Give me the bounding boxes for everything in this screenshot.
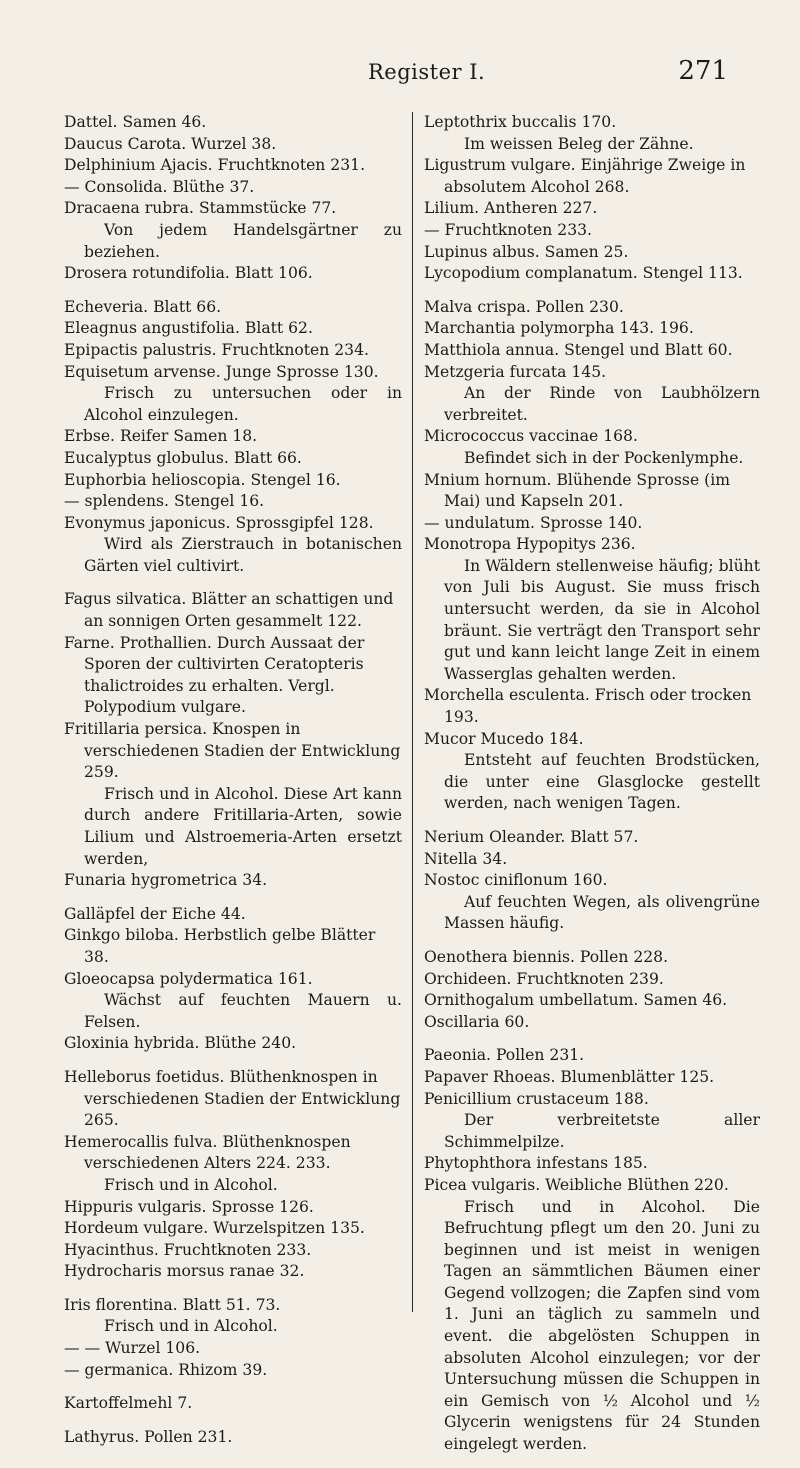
index-entry: Eucalyptus globulus. Blatt 66. (64, 448, 302, 467)
index-entry: Lilium. Antheren 227. (424, 199, 598, 218)
index-entry: Fagus silvatica. Blätter an schattigen und an sonnigen Orten gesammelt 122. (64, 590, 394, 631)
index-entry: Mnium hornum. Blühende Sprosse (im Mai) und Kapseln 201. (424, 470, 730, 511)
index-entry: Hippuris vulgaris. Sprosse 126. (64, 1197, 314, 1216)
index-group (64, 589, 402, 891)
index-note: Frisch und in Alcohol. Die Befruchtung pflegt um den 20. Juni zu beginnen und ist meist in wenigen Tagen an sämmtlichen Bäumen einer Gegend vollzogen; die Zapfen sind vom 1. Juni an täglich zu sammeln und event. die abgelösten Schuppen in absoluten Alcohol einzulegen; vor der Untersuchung müssen die Schuppen in ein Gemisch von ½ Alcohol und ½ Glycerin wenigstens für 24 Stunden eingelegt werden. (444, 1197, 760, 1454)
index-entry: — Consolida. Blüthe 37. (64, 177, 255, 196)
index-entry: Galläpfel der Eiche 44. (64, 904, 246, 923)
index-entry: Hemerocallis fulva. Blüthenknospen verschiedenen Alters 224. 233. (64, 1132, 351, 1173)
index-entry: Lupinus albus. Samen 25. (424, 242, 629, 261)
index-entry: Marchantia polymorpha 143. 196. (424, 319, 694, 338)
index-entry: Orchideen. Fruchtknoten 239. (424, 969, 664, 988)
index-entry: — splendens. Stengel 16. (64, 492, 265, 511)
index-entry: Dattel. Samen 46. (64, 113, 207, 131)
index-entry: Micrococcus vaccinae 168. (424, 427, 638, 446)
index-note: Wächst auf feuchten Mauern u. Felsen. (84, 991, 402, 1031)
index-note: Befindet sich in der Pockenlymphe. (464, 448, 744, 467)
index-entry: Euphorbia helioscopia. Stengel 16. (64, 470, 341, 489)
index-group (424, 1045, 760, 1455)
column-divider (412, 112, 413, 1312)
index-group (64, 1295, 402, 1381)
index-group (64, 1427, 402, 1449)
index-group (64, 1067, 402, 1283)
index-entry: Daucus Carota. Wurzel 38. (64, 134, 277, 153)
index-entry: Epipactis palustris. Fruchtknoten 234. (64, 340, 369, 359)
page-number: 271 (678, 56, 728, 86)
index-group (424, 947, 760, 1033)
index-entry: Farne. Prothallien. Durch Aussaat der Sporen der cultivirten Ceratopteris thalictroides zu erhalten. Vergl. Polypodium vulgare. (64, 633, 365, 717)
index-entry: Nerium Oleander. Blatt 57. (424, 828, 639, 846)
index-entry: Oenothera biennis. Pollen 228. (424, 947, 669, 966)
index-note: Frisch zu untersuchen oder in Alcohol einzulegen. (84, 384, 402, 424)
index-entry: Delphinium Ajacis. Fruchtknoten 231. (64, 156, 366, 175)
index-group (64, 297, 402, 578)
index-entry: Picea vulgaris. Weibliche Blüthen 220. (424, 1175, 729, 1194)
index-entry: Matthiola annua. Stengel und Blatt 60. (424, 340, 733, 359)
index-entry: Papaver Rhoeas. Blumenblätter 125. (424, 1067, 715, 1086)
index-entry: Funaria hygrometrica 34. (64, 871, 268, 890)
index-entry: Oscillaria 60. (424, 1012, 530, 1031)
index-entry: — undulatum. Sprosse 140. (424, 513, 643, 532)
index-entry: — germanica. Rhizom 39. (64, 1360, 268, 1379)
index-entry: Drosera rotundifolia. Blatt 106. (64, 264, 313, 283)
index-group (424, 112, 760, 285)
index-note: Der verbreitetste aller Schimmelpilze. (444, 1111, 760, 1151)
index-entry: Nitella 34. (424, 849, 508, 868)
index-entry: — — Wurzel 106. (64, 1339, 201, 1358)
index-entry: Equisetum arvense. Junge Sprosse 130. (64, 362, 379, 381)
index-entry: Echeveria. Blatt 66. (64, 297, 222, 316)
index-entry: Hyacinthus. Fruchtknoten 233. (64, 1240, 312, 1259)
index-note: Auf feuchten Wegen, als olivengrüne Massen häufig. (444, 892, 760, 933)
index-entry: Eleagnus angustifolia. Blatt 62. (64, 319, 313, 338)
index-entry: Leptothrix buccalis 170. (424, 113, 617, 131)
index-group (64, 112, 402, 285)
index-note: Wird als Zierstrauch in botanischen Gärten viel cultivirt. (84, 535, 402, 575)
index-note: An der Rinde von Laubhölzern verbreitet. (444, 384, 760, 424)
index-entry: Ornithogalum umbellatum. Samen 46. (424, 991, 728, 1010)
index-note: Entsteht auf feuchten Brodstücken, die unter eine Glasglocke gestellt werden, nach wenigen Tagen. (444, 751, 760, 813)
index-group (64, 904, 402, 1055)
index-entry: Hordeum vulgare. Wurzelspitzen 135. (64, 1219, 365, 1238)
index-entry: Monotropa Hypopitys 236. (424, 535, 636, 554)
index-entry: Dracaena rubra. Stammstücke 77. (64, 199, 337, 218)
index-entry: Malva crispa. Pollen 230. (424, 297, 624, 316)
index-entry: Penicillium crustaceum 188. (424, 1089, 649, 1108)
index-group (424, 297, 760, 815)
index-note: Frisch und in Alcohol. (104, 1175, 278, 1194)
index-entry: Hydrocharis morsus ranae 32. (64, 1262, 305, 1281)
index-entry: Gloxinia hybrida. Blüthe 240. (64, 1034, 297, 1053)
index-entry: Lathyrus. Pollen 231. (64, 1427, 233, 1446)
index-group (424, 827, 760, 935)
index-entry: Gloeocapsa polydermatica 161. (64, 969, 313, 988)
index-entry: Erbse. Reifer Samen 18. (64, 427, 258, 446)
index-entry: Iris florentina. Blatt 51. 73. (64, 1295, 281, 1314)
index-note: Frisch und in Alcohol. Diese Art kann durch andere Fritillaria-Arten, sowie Lilium und Alstroemeria-Arten ersetzt werden, (84, 784, 402, 868)
index-entry: Kartoffelmehl 7. (64, 1394, 193, 1413)
index-note: Frisch und in Alcohol. (104, 1317, 278, 1336)
index-entry: Mucor Mucedo 184. (424, 729, 584, 748)
index-entry: Ginkgo biloba. Herbstlich gelbe Blätter 38. (64, 926, 376, 966)
index-group (64, 1393, 402, 1415)
index-entry: Phytophthora infestans 185. (424, 1154, 648, 1173)
index-entry: Lycopodium complanatum. Stengel 113. (424, 264, 743, 283)
index-entry: Morchella esculenta. Frisch oder trocken 193. (424, 686, 752, 727)
index-entry: Fritillaria persica. Knospen in verschiedenen Stadien der Entwicklung 259. (64, 720, 401, 782)
index-entry: Ligustrum vulgare. Einjährige Zweige in absolutem Alcohol 268. (424, 156, 746, 196)
index-note: Von jedem Handelsgärtner zu beziehen. (84, 220, 402, 261)
index-note: Im weissen Beleg der Zähne. (464, 134, 694, 153)
index-entry: Paeonia. Pollen 231. (424, 1046, 585, 1065)
index-note: In Wäldern stellenweise häufig; blüht von Juli bis August. Sie muss frisch untersucht werden, da sie in Alcohol bräunt. Sie verträgt den Transport sehr gut und kann leicht lange Zeit in einem Wasserglas gehalten werden. (444, 556, 760, 683)
index-entry: Nostoc ciniflonum 160. (424, 871, 608, 890)
left-column (64, 112, 402, 1460)
index-entry: — Fruchtknoten 233. (424, 220, 593, 239)
running-title: Register I. (368, 60, 486, 84)
index-entry: Helleborus foetidus. Blüthenknospen in verschiedenen Stadien der Entwicklung 265. (64, 1067, 401, 1130)
index-entry: Metzgeria furcata 145. (424, 362, 607, 381)
index-entry: Evonymus japonicus. Sprossgipfel 128. (64, 513, 374, 532)
page-header (0, 56, 800, 100)
right-column (424, 112, 760, 1468)
